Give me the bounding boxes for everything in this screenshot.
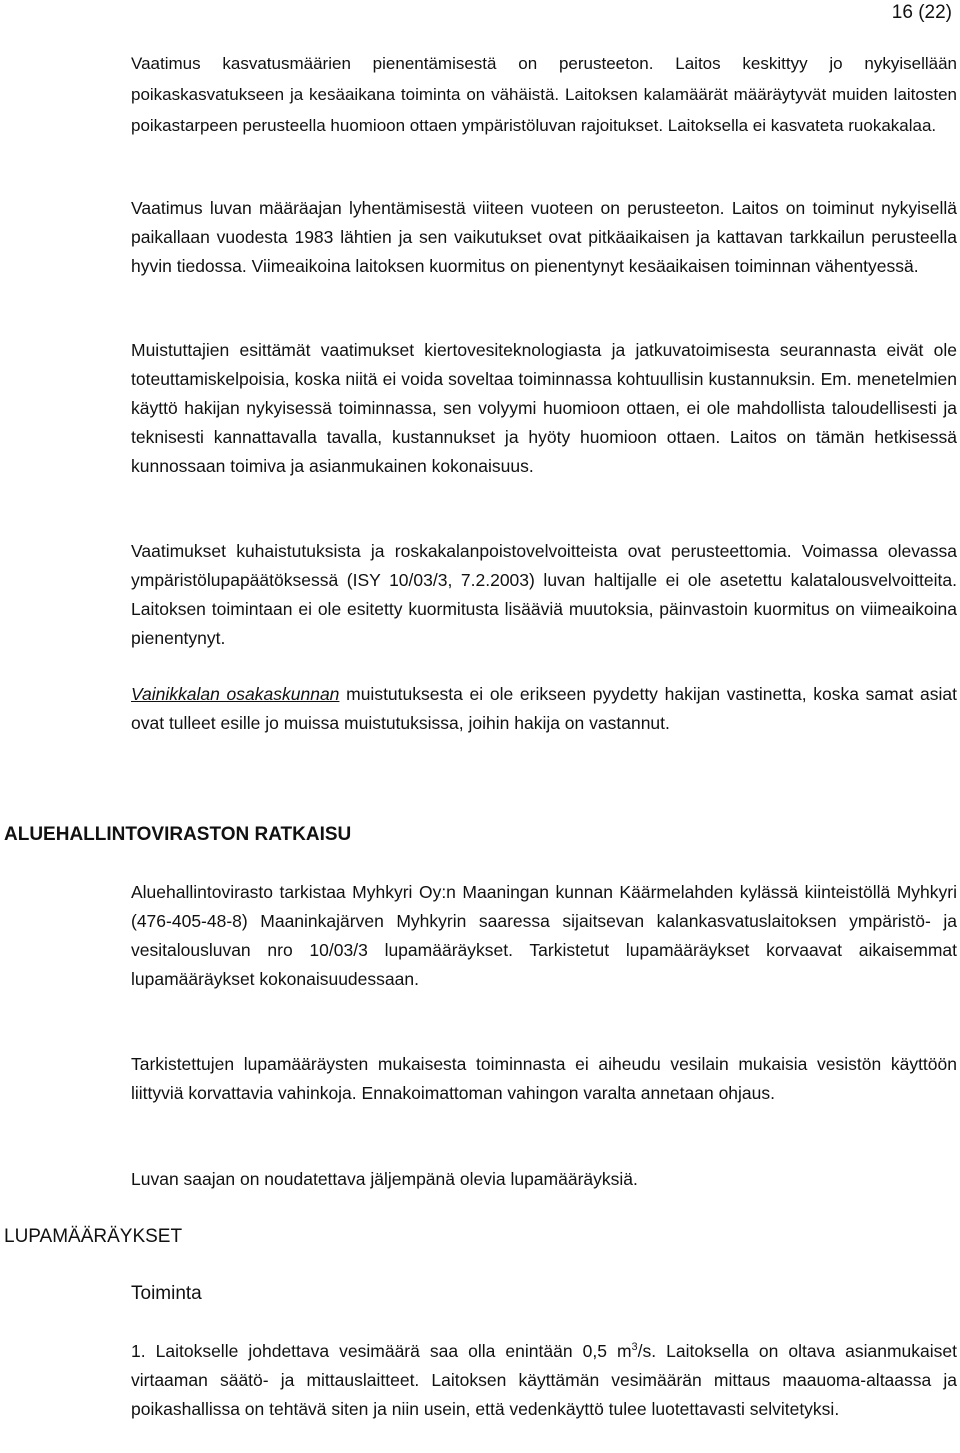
paragraph-korvaukset: Tarkistettujen lupamääräysten mukaisesta toiminnasta ei aiheudu vesilain mukaisia vesistön käyttöön liittyviä korvattavia vahinkoja. Ennakoimattoman vahingon varalta annetaan ohjaus. bbox=[131, 1054, 957, 1103]
paragraph-kiertovesiteknologia: Muistuttajien esittämät vaatimukset kiertovesiteknologiasta ja jatkuvatoimisesta seurannasta eivät ole toteuttamiskelpoisia, koska niitä ei voida soveltaa toiminnassa kohtuullisin kustannuksin. Em. menetelmien käyttö hakijan nykyisessä toiminnassa, sen volyymi huomioon ottaen, ei ole mahdollista taloudellisesti ja teknisesti kannattavalla tavalla, kustannukset ja hyöty huomioon ottaen. Laitos on tämän hetkisessä kunnossaan toimiva ja asianmukainen kokonaisuus. bbox=[131, 340, 957, 476]
maarays-1-text-b: /s. Laitoksella on oltava asianmukaiset virtaaman säätö- ja mittauslaitteet. Laitoksen käyttämän vesimäärän mittaus maauoma-altaassa ja poikashallissa on tehtävä siten ja niin usein, että vedenkäyttö tulee luotettavasti selvitetyksi. bbox=[131, 1341, 957, 1419]
paragraph-noudattaminen: Luvan saajan on noudatettava jäljempänä olevia lupamääräyksiä. bbox=[131, 1169, 638, 1189]
osakaskunta-name: Vainikkalan osakaskunnan bbox=[131, 684, 340, 704]
section-heading-ratkaisu: ALUEHALLINTOVIRASTON RATKAISU bbox=[4, 824, 352, 845]
paragraph-vainikkala-text: muistutuksesta ei ole erikseen pyydetty hakijan vastinetta, koska samat asiat ovat tulleet esille jo muissa muistutuksissa, joihin hakija on vastannut. bbox=[131, 684, 958, 733]
page-number: 16 (22) bbox=[891, 2, 952, 23]
paragraph-tarkistus: Aluehallintovirasto tarkistaa Myhkyri Oy:n Maaningan kunnan Käärmelahden kylässä kiinteistöllä Myhkyri (476-405-48-8) Maaninkajärven Myhkyrin saaressa sijaitsevan kalankasvatuslaitoksen ympäristö- ja vesitalousluvan nro 10/03/3 lupamääräykset. Tarkistetut lupamääräykset korvaavat aikaisemmat lupamääräykset kokonaisuudessaan. bbox=[131, 882, 957, 989]
paragraph-kasvatusmaarat: Vaatimus kasvatusmäärien pienentämisestä on perusteeton. Laitos keskittyy jo nykyisellään poikaskasvatukseen ja kesäaikana toiminta on vähäistä. Laitoksen kalamäärät määräytyvät muiden laitosten poikastarpeen perusteella huomioon ottaen ympäristöluvan rajoitukset. Laitoksella ei kasvateta ruokakalaa. bbox=[131, 54, 957, 135]
side-heading-lupamaaraykset: LUPAMÄÄRÄYKSET bbox=[4, 1226, 183, 1247]
paragraph-maarays-1 bbox=[131, 1337, 957, 1424]
maarays-1-text-a: 1. Laitokselle johdettava vesimäärä saa olla enintään 0,5 m bbox=[131, 1341, 632, 1361]
subheading-toiminta: Toiminta bbox=[131, 1283, 202, 1304]
superscript-3: 3 bbox=[631, 1341, 638, 1354]
paragraph-maaraaika: Vaatimus luvan määräajan lyhentämisestä viiteen vuoteen on perusteeton. Laitos on toiminut nykyisellä paikallaan vuodesta 1983 lähtien ja sen vaikutukset ovat pitkäaikaisen ja kattavan tarkkailun perusteella hyvin tiedossa. Viimeaikoina laitoksen kuormitus on pienentynyt kesäaikaisen toiminnan vähentyessä. bbox=[131, 198, 957, 276]
paragraph-kuhaistutukset: Vaatimukset kuhaistutuksista ja roskakalanpoistovelvoitteista ovat perusteettomia. Voimassa olevassa ympäristölupapäätöksessä (ISY 10/03/3, 7.2.2003) luvan haltijalle ei ole asetettu kalatalousvelvoitteita. Laitoksen toimintaan ei ole esitetty kuormitusta lisääviä muutoksia, päinvastoin kuormitus on viimeaikoina pienentynyt. bbox=[131, 541, 957, 648]
paragraph-vainikkala bbox=[131, 680, 957, 738]
